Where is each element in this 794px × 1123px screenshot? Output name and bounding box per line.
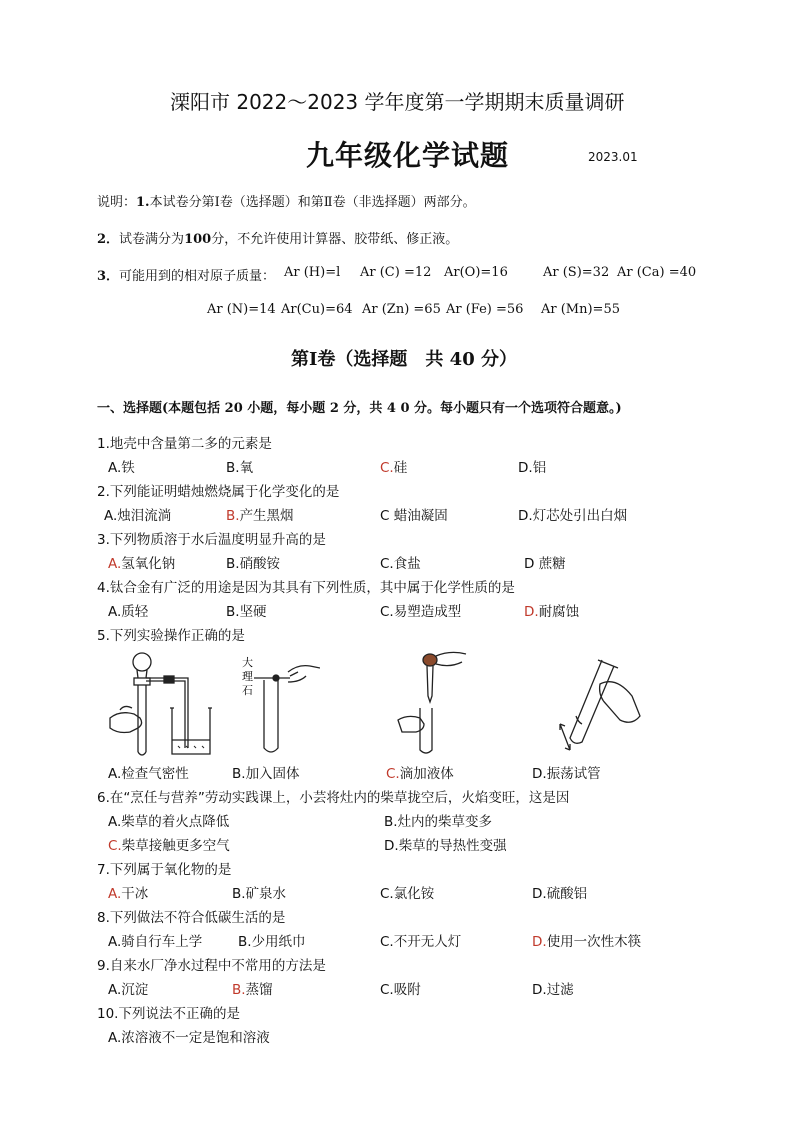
- note-2-text-b: 分，不允许使用计算器、胶带纸、修正液。: [211, 232, 459, 247]
- question-stem: 10.下列说法不正确的是: [97, 1006, 240, 1022]
- option-a: A.浓溶液不一定是饱和溶液: [108, 1030, 270, 1046]
- question-stem: 6.在“烹任与营养”劳动实践课上，小芸将灶内的柴草拢空后，火焰变旺，这是因: [97, 790, 570, 806]
- option-c: C.易塑造成型: [380, 604, 462, 620]
- option-b: B.产生黑烟: [226, 508, 294, 524]
- question-stem: 1.地壳中含量第二多的元素是: [97, 436, 272, 452]
- note-1: [97, 191, 476, 210]
- option-d: D.灯芯处引出白烟: [518, 508, 628, 524]
- option-a: A.质轻: [108, 604, 149, 620]
- option-b: B.灶内的柴草变多: [384, 814, 493, 830]
- option-d: D.硫酸铝: [532, 886, 588, 902]
- option-b: B.坚硬: [226, 604, 267, 620]
- note-2: [97, 228, 458, 247]
- option-c: C.柴草接触更多空气: [108, 838, 230, 854]
- option-d: D.铝: [518, 460, 547, 476]
- mass-item: Ar (Mn)=55: [541, 302, 620, 317]
- option-c: C.吸附: [380, 982, 421, 998]
- option-d: D 蔗糖: [524, 556, 566, 572]
- exam-title: 九年级化学试题: [306, 139, 510, 172]
- mass-item: Ar (S)=32: [543, 265, 610, 280]
- option-a: A.沉淀: [108, 982, 149, 998]
- mass-item: Ar (Fe) =56: [446, 302, 524, 317]
- question-stem: 5.下列实验操作正确的是: [97, 628, 245, 644]
- option-c: C 蜡油凝固: [380, 508, 448, 524]
- note-3-text: 可能用到的相对原子质量：: [119, 269, 276, 284]
- figure-shaking: [540, 654, 644, 754]
- option-d: D.振荡试管: [532, 766, 601, 782]
- option-a: A.铁: [108, 460, 135, 476]
- question-stem: 8.下列做法不符合低碳生活的是: [97, 910, 286, 926]
- note-3: [97, 265, 275, 284]
- mass-item: Ar (H)=l: [284, 265, 341, 280]
- exam-subtitle: 溧阳市 2022～2023 学年度第一学期期末质量调研: [170, 90, 625, 114]
- exam-date: 2023.01: [588, 150, 638, 164]
- option-d: D.耐腐蚀: [524, 604, 580, 620]
- question-stem: 3.下列物质溶于水后温度明显升高的是: [97, 532, 326, 548]
- note-2-score: 100: [184, 232, 212, 247]
- mass-item: Ar(O)=16: [444, 265, 508, 280]
- option-b: B.矿泉水: [232, 886, 287, 902]
- option-d: D.使用一次性木筷: [532, 934, 642, 950]
- note-prefix: 说明：: [97, 195, 137, 210]
- note-1-number: 1.: [136, 195, 150, 210]
- question-stem: 2.下列能证明蜡烛燃烧属于化学变化的是: [97, 484, 340, 500]
- note-3-number: 3．: [97, 269, 120, 284]
- figure-airtightness: [100, 648, 215, 760]
- option-a: A.柴草的着火点降低: [108, 814, 230, 830]
- option-c: C.食盐: [380, 556, 421, 572]
- mass-item: Ar(Cu)=64: [281, 302, 353, 317]
- option-b: B.氧: [226, 460, 254, 476]
- mass-item: Ar (C) =12: [360, 265, 432, 280]
- option-a: A.骑自行车上学: [108, 934, 203, 950]
- option-c: C.滴加液体: [386, 766, 454, 782]
- option-a: A.干冰: [108, 886, 149, 902]
- option-b: B.少用纸巾: [238, 934, 306, 950]
- section-title: 第Ⅰ卷（选择题 共 40 分）: [291, 349, 518, 370]
- option-a: A.检查气密性: [108, 766, 189, 782]
- figure-add-solid: [240, 652, 320, 758]
- option-b: B.加入固体: [232, 766, 300, 782]
- option-d: D.柴草的导热性变强: [384, 838, 507, 854]
- marble-label-2: 理: [242, 670, 253, 683]
- note-1-text: 本试卷分第Ⅰ卷（选择题）和第Ⅱ卷（非选择题）两部分。: [149, 195, 476, 210]
- figure-dripping: [390, 650, 470, 758]
- marble-label-1: 大: [242, 656, 253, 669]
- question-stem: 4.钛合金有广泛的用途是因为其具有下列性质，其中属于化学性质的是: [97, 580, 515, 596]
- marble-label-3: 石: [242, 684, 253, 697]
- mass-item: Ar (Ca) =40: [617, 265, 697, 280]
- option-c: C.氯化铵: [380, 886, 435, 902]
- mass-item: Ar (Zn) =65: [362, 302, 441, 317]
- option-c: C.硅: [380, 460, 408, 476]
- part-instructions: 一、选择题(本题包括 20 小题，每小题 2 分，共 4 0 分。每小题只有一个选项符合题意。): [97, 401, 622, 416]
- note-2-text-a: 试卷满分为: [119, 232, 185, 247]
- option-b: B.硝酸铵: [226, 556, 281, 572]
- option-c: C.不开无人灯: [380, 934, 462, 950]
- option-a: A.氢氧化钠: [108, 556, 176, 572]
- option-b: B.蒸馏: [232, 982, 273, 998]
- question-stem: 7.下列属于氧化物的是: [97, 862, 232, 878]
- note-2-number: 2．: [97, 232, 120, 247]
- mass-item: Ar (N)=14: [207, 302, 276, 317]
- question-stem: 9.自来水厂净水过程中不常用的方法是: [97, 958, 326, 974]
- option-d: D.过滤: [532, 982, 574, 998]
- option-a: A.烛泪流淌: [104, 508, 172, 524]
